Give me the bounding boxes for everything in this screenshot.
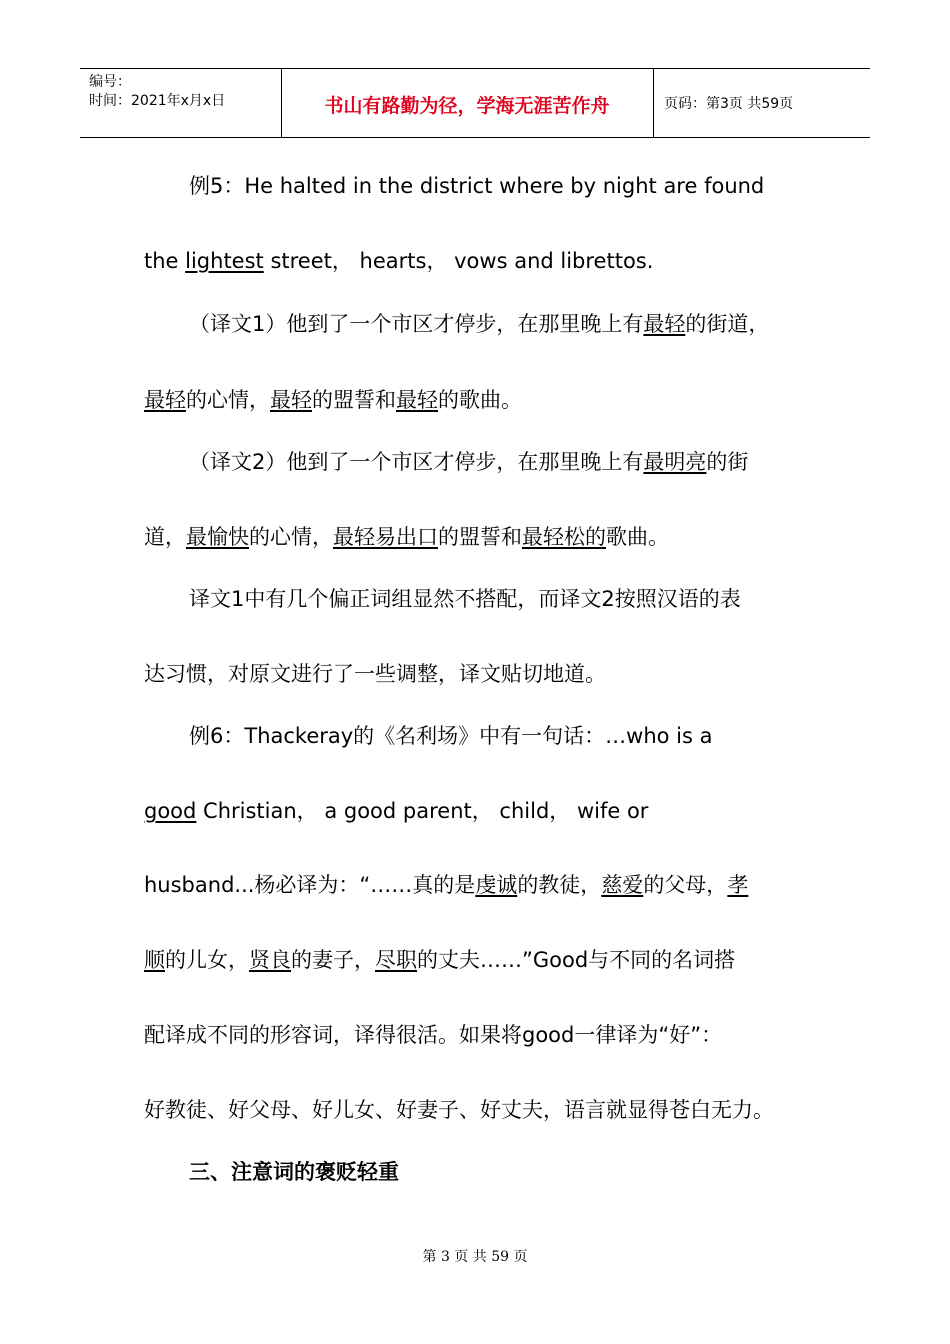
header-page-cell [654, 69, 870, 137]
text-run: 的心情， [249, 525, 333, 549]
underlined-word: 孝 [727, 873, 749, 897]
header-motto-cell [281, 69, 654, 137]
text-run: 的盟誓和 [438, 525, 522, 549]
text-run: 的儿女， [165, 948, 249, 972]
note-line2: 达习惯，对原文进行了一些调整，译文贴切地道。 [144, 662, 606, 686]
underlined-word: 最轻 [144, 388, 186, 412]
header-meta-cell [80, 69, 282, 137]
translation2-line2 [144, 521, 669, 551]
page-info: 页码：第3页 共59页 [664, 96, 794, 112]
note-line1: 译文1中有几个偏正词组显然不搭配，而译文2按照汉语的表 [189, 587, 741, 611]
example6-line5: 配译成不同的形容词，译得很活。如果将good一律译为“好”： [144, 1023, 723, 1047]
translation1-line1 [189, 308, 769, 338]
underlined-word: lightest [185, 249, 264, 273]
motto: 书山有路勤为径，学海无涯苦作舟 [324, 95, 610, 117]
underlined-word: good [144, 799, 197, 823]
underlined-word: 最轻 [643, 312, 686, 336]
example5-line2 [144, 245, 653, 275]
example6-line1: 例6：Thackeray的《名利场》中有一句话：…who is a [189, 724, 713, 748]
text-run: 的丈夫……”Good与不同的名词搭 [417, 948, 736, 972]
underlined-word: 贤良 [249, 948, 291, 972]
translation1-line2 [144, 384, 522, 414]
example6-line3 [144, 869, 748, 899]
example6-line2 [144, 795, 648, 825]
text-run: street， hearts， vows and librettos. [263, 249, 654, 273]
underlined-word: 最轻松的 [522, 525, 606, 549]
time-label: 时间：2021年x月x日 [89, 93, 226, 109]
section-heading: 三、注意词的褒贬轻重 [189, 1160, 399, 1184]
underlined-word: 顺 [144, 948, 165, 972]
text-run: （译文2）他到了一个市区才停步，在那里晚上有 [189, 450, 644, 474]
text-run: 歌曲。 [606, 525, 669, 549]
underlined-word: 尽职 [375, 948, 417, 972]
text-run: （译文1）他到了一个市区才停步，在那里晚上有 [189, 312, 644, 336]
example6-line4 [144, 944, 735, 974]
translation2-line1 [189, 446, 748, 476]
text-run: 的教徒， [517, 873, 602, 897]
underlined-word: 慈爱 [601, 873, 644, 897]
page-footer: 第 3 页 共 59 页 [422, 1249, 528, 1265]
text-run: 的妻子， [291, 948, 375, 972]
text-run: 的心情， [186, 388, 270, 412]
underlined-word: 最愉快 [186, 525, 249, 549]
underlined-word: 最轻 [396, 388, 438, 412]
number-label: 编号： [89, 74, 131, 90]
example5-line1: 例5：He halted in the district where by night are found [189, 174, 765, 198]
document-header [80, 68, 870, 138]
underlined-word: 最明亮 [643, 450, 707, 474]
underlined-word: 最轻易出口 [333, 525, 438, 549]
example6-line6: 好教徒、好父母、好儿女、好妻子、好丈夫，语言就显得苍白无力。 [144, 1098, 774, 1122]
text-run: 的盟誓和 [312, 388, 396, 412]
text-run: the [144, 249, 186, 273]
text-run: 的街 [706, 450, 749, 474]
underlined-word: 虔诚 [475, 873, 518, 897]
text-run: 的父母， [643, 873, 728, 897]
text-run: husband...杨必译为：“……真的是 [144, 873, 476, 897]
text-run: 的歌曲。 [438, 388, 522, 412]
text-run: 的街道， [685, 312, 770, 336]
text-run: 道， [144, 525, 186, 549]
underlined-word: 最轻 [270, 388, 312, 412]
text-run: Christian， a good parent， child， wife or [196, 799, 649, 823]
